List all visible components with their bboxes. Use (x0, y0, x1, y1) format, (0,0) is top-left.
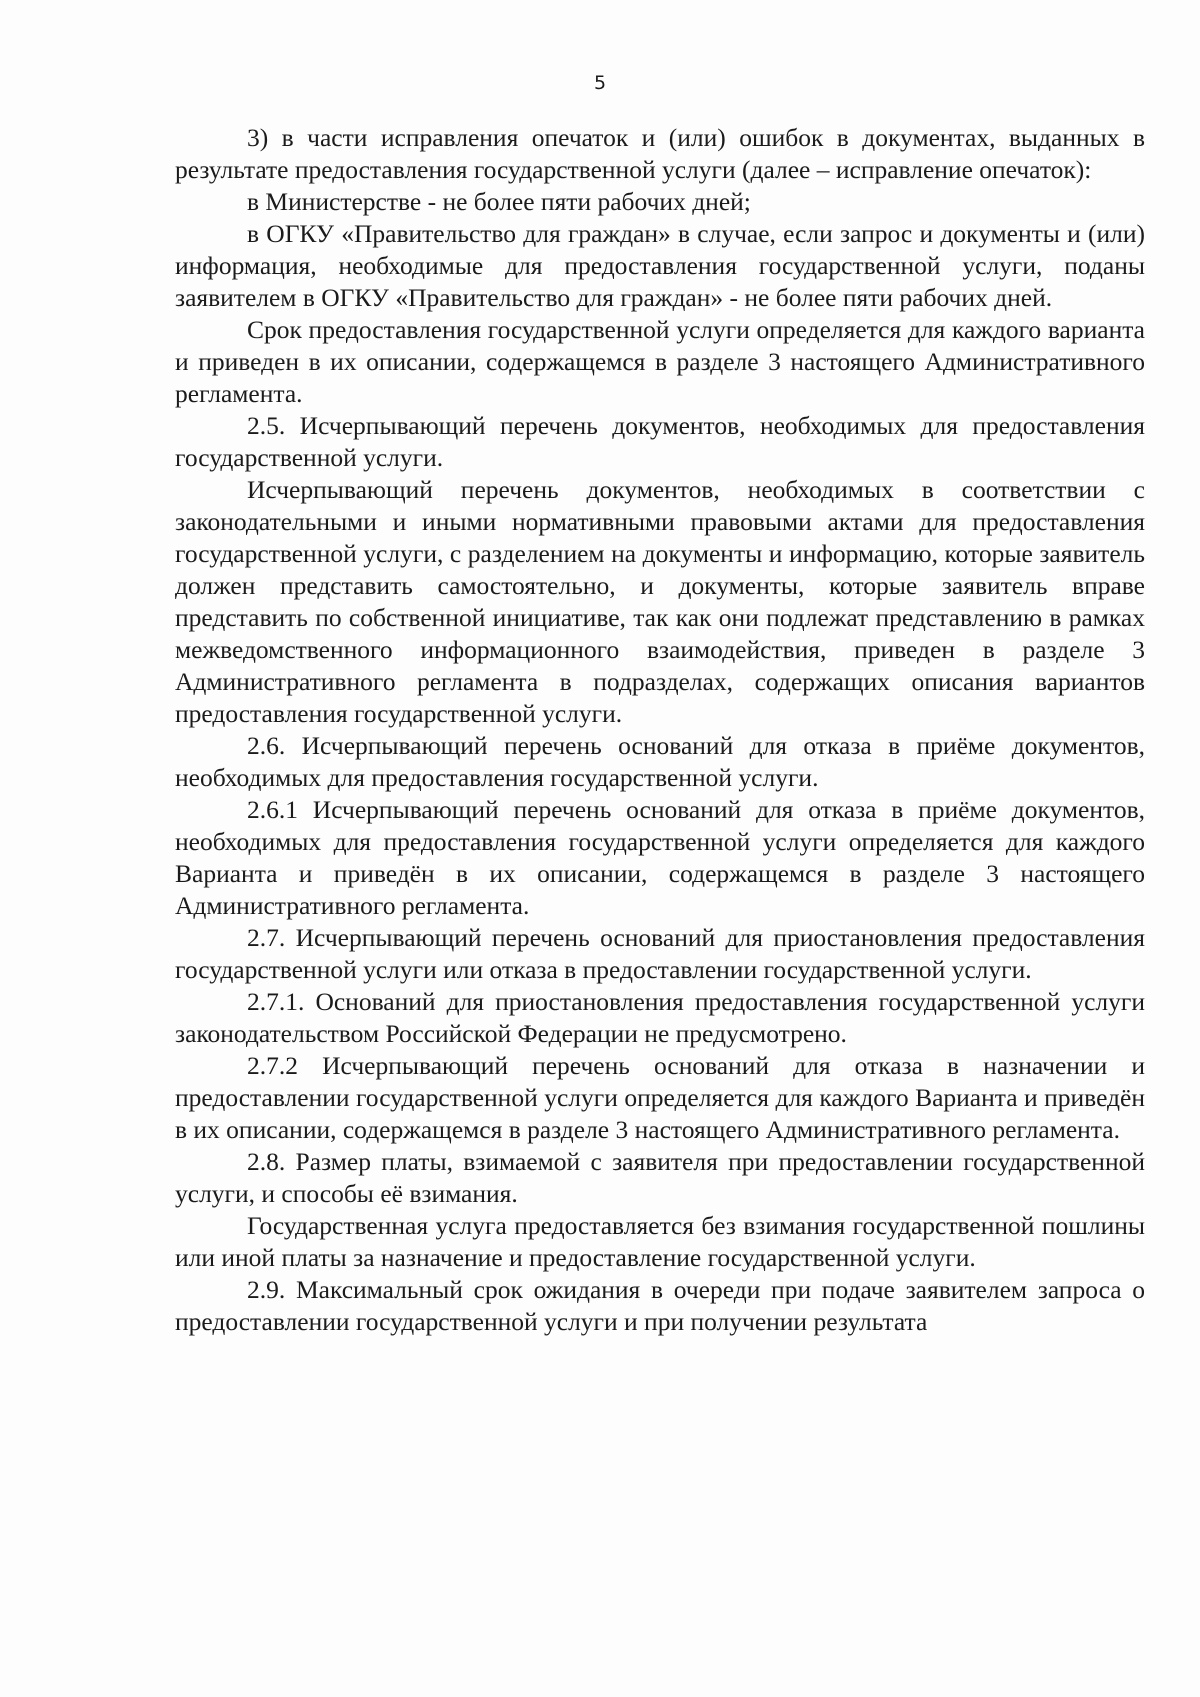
section-2-7-heading: 2.7. Исчерпывающий перечень оснований для приостановления предоставления государственной услуги или отказа в предоставлении государственной услуги. (175, 923, 1145, 984)
paragraph-no-fee: Государственная услуга предоставляется без взимания государственной пошлины или иной платы за назначение и предоставление государственной услуги. (175, 1211, 1145, 1272)
page-number: 5 (593, 72, 607, 94)
section-2-6-1: 2.6.1 Исчерпывающий перечень оснований для отказа в приёме документов, необходимых для предоставления государственной услуги определяется для каждого Варианта и приведён в их описании, содержащемся в разделе 3 настоящего Административного регламента. (175, 795, 1145, 920)
paragraph-correction-of-typos: 3) в части исправления опечаток и (или) ошибок в документах, выданных в результате предоставления государственной услуги (далее – исправление опечаток): (175, 123, 1145, 184)
document-body (175, 122, 1145, 1338)
paragraph-service-term: Срок предоставления государственной услуги определяется для каждого варианта и приведен в их описании, содержащемся в разделе 3 настоящего Административного регламента. (175, 315, 1145, 408)
paragraph-ministry-term: в Министерстве - не более пяти рабочих дней; (247, 187, 751, 216)
section-2-9-heading: 2.9. Максимальный срок ожидания в очереди при подаче заявителем запроса о предоставлении государственной услуги и при получении результата (175, 1275, 1145, 1336)
paragraph-documents-list: Исчерпывающий перечень документов, необходимых в соответствии с законодательными и иными нормативными правовыми актами для предоставления государственной услуги, с разделением на документы и информацию, которые заявитель должен представить самостоятельно, и документы, которые заявитель вправе представить по собственной инициативе, так как они подлежат представлению в рамках межведомственного информационного взаимодействия, приведен в разделе 3 Административного регламента в подразделах, содержащих описания вариантов предоставления государственной услуги. (175, 475, 1145, 728)
section-2-7-2: 2.7.2 Исчерпывающий перечень оснований для отказа в назначении и предоставлении государственной услуги определяется для каждого Варианта и приведён в их описании, содержащемся в разделе 3 настоящего Административного регламента. (175, 1051, 1145, 1144)
section-2-8-heading: 2.8. Размер платы, взимаемой с заявителя при предоставлении государственной услуги, и способы её взимания. (175, 1147, 1145, 1208)
section-2-5-heading: 2.5. Исчерпывающий перечень документов, необходимых для предоставления государственной услуги. (175, 411, 1145, 472)
section-2-7-1: 2.7.1. Оснований для приостановления предоставления государственной услуги законодательством Российской Федерации не предусмотрено. (175, 987, 1145, 1048)
paragraph-ogku-term: в ОГКУ «Правительство для граждан» в случае, если запрос и документы и (или) информация, необходимые для предоставления государственной услуги, поданы заявителем в ОГКУ «Правительство для граждан» - не более пяти рабочих дней. (175, 219, 1145, 312)
section-2-6-heading: 2.6. Исчерпывающий перечень оснований для отказа в приёме документов, необходимых для предоставления государственной услуги. (175, 731, 1145, 792)
